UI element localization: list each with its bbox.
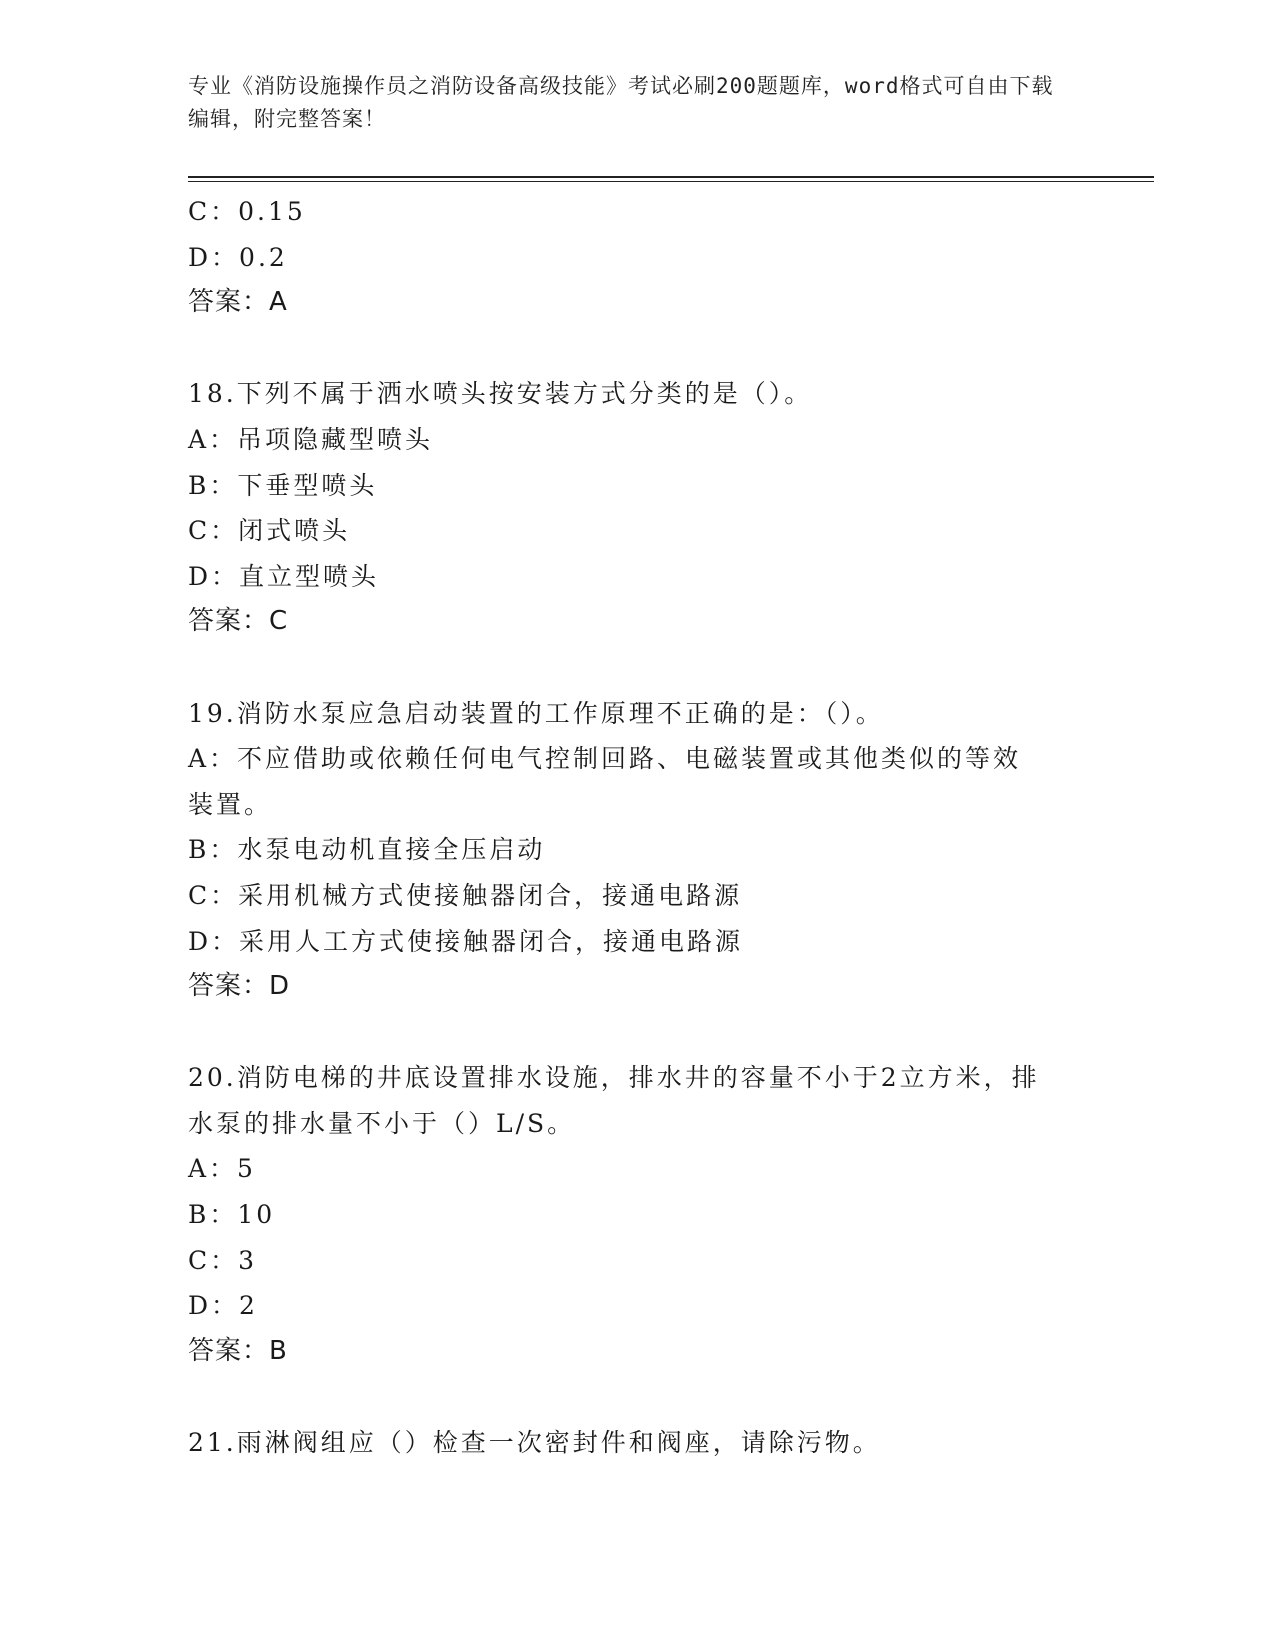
header-rule-thin (188, 181, 1154, 182)
question-20 (188, 1055, 1088, 1374)
spacer (188, 1010, 1088, 1056)
question-stem: 21.雨淋阀组应（）检查一次密封件和阀座，请除污物。 (188, 1428, 881, 1458)
answer-text: 答案：A (188, 287, 288, 318)
option-c: C：采用机械方式使接触器闭合，接通电路源 (188, 880, 743, 910)
answer-text: 答案：C (188, 606, 289, 637)
question-stem: 18.下列不属于洒水喷头按安装方式分类的是（）。 (188, 379, 813, 409)
question-19 (188, 691, 1088, 1010)
option-a: A：5 (188, 1154, 256, 1184)
question-list (188, 189, 1088, 1466)
question-21 (188, 1420, 1088, 1466)
option-a: A：吊项隐藏型喷头 (188, 424, 434, 454)
answer-text: 答案：D (188, 971, 291, 1002)
carryover-block (188, 189, 1088, 326)
option-c: C：0.15 (188, 197, 306, 226)
spacer (188, 326, 1088, 372)
answer-text: 答案：B (188, 1335, 288, 1366)
header-rule-thick (188, 176, 1154, 178)
spacer (188, 1374, 1088, 1420)
option-d: D：直立型喷头 (188, 561, 380, 591)
question-stem: 19.消防水泵应急启动装置的工作原理不正确的是：（）。 (188, 698, 884, 728)
option-a: A：不应借助或依赖任何电气控制回路、电磁装置或其他类似的等效装置。 (188, 744, 1022, 819)
option-d: D：采用人工方式使接触器闭合，接通电路源 (188, 926, 744, 956)
page-header: 专业《消防设施操作员之消防设备高级技能》考试必刷200题题库，word格式可自由下载编辑，附完整答案！ (188, 74, 1054, 131)
option-b: B：下垂型喷头 (188, 470, 378, 500)
option-c: C：闭式喷头 (188, 516, 351, 546)
option-b: B：10 (188, 1200, 276, 1230)
option-b: B：水泵电动机直接全压启动 (188, 835, 546, 865)
option-d: D：2 (188, 1291, 258, 1321)
spacer (188, 645, 1088, 691)
question-18 (188, 371, 1088, 645)
option-c: C：3 (188, 1245, 258, 1275)
option-d: D：0.2 (188, 242, 288, 272)
question-stem: 20.消防电梯的井底设置排水设施，排水井的容量不小于2立方米，排水泵的排水量不小于（）L/S。 (188, 1063, 1040, 1138)
